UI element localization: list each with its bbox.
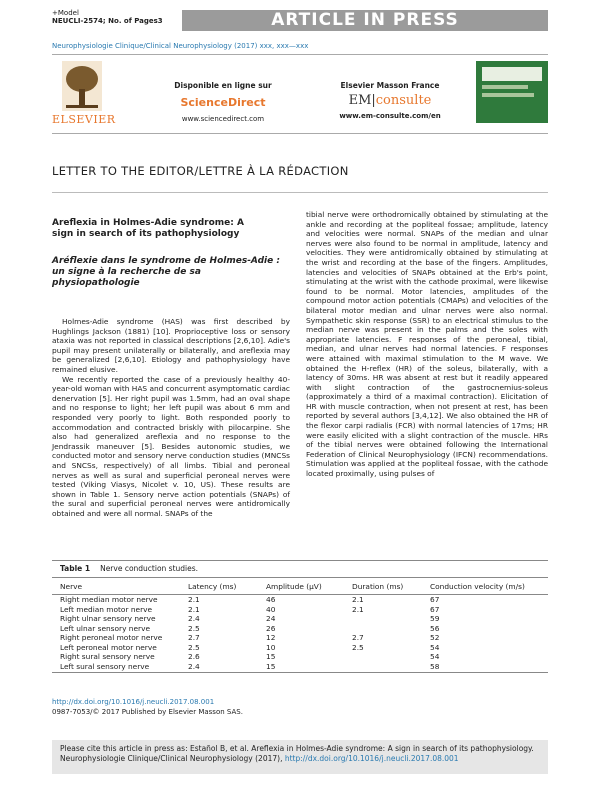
left-column [52, 218, 290, 518]
table-row [52, 614, 548, 624]
table-cell: 67 [430, 595, 440, 604]
table-cell: 15 [266, 652, 276, 661]
table-cell: 52 [430, 633, 440, 642]
article-code: NEUCLI-2574; [52, 17, 106, 25]
section-heading: LETTER TO THE EDITOR/LETTRE À LA RÉDACTION [52, 164, 349, 178]
table-cell: 40 [266, 604, 276, 614]
paragraph: Holmes-Adie syndrome (HAS) was first described by Hughlings Jackson (1881) [10]. Proprioceptive loss or sensory ataxia was not reported in classical descriptions [2,6,10]. Adie's pupil may present unilaterally or bilaterally, and areflexia may be generalized [2,6,10]. Etiology and pathophysiology have remained elusive. [52, 317, 290, 374]
table-label: Table 1 [60, 564, 91, 573]
paragraph: We recently reported the case of a previously healthy 40-year-old woman with HAS and concurrent asymptomatic cardiac denervation [5]. Her right pupil was 1.5mm, had an oval shape and no response to light; her left pupil was about 6 mm and responded very poorly to light. Both responded poorly to accommodation and contracted briskly with pilocarpine. She also had generalized areflexia and no response to the Jendrassik maneuver [5]. Besides autonomic studies, we conducted motor and sensory nerve conduction studies (MNCSs and SNCSs, respectively) of all limbs. Tibial and peroneal nerves as well as sural and superficial peroneal nerves were tested (Viking Viasys, Nicolet v. 10, US). These results are shown in Table 1. Sensory nerve action potentials (SNAPs) of the sural and superficial peroneal nerves were antidromically obtained and were all normal. SNAPs of the [52, 374, 290, 518]
table-cell: 2.4 [180, 662, 258, 673]
column-header: Nerve [52, 578, 180, 595]
table-cell: 2.7 [352, 633, 364, 642]
elsevier-wordmark: ELSEVIER [52, 113, 116, 126]
table-cell: 2.1 [188, 604, 200, 614]
table-cell: Right sural sensory nerve [60, 652, 155, 661]
table-cell: 54 [430, 642, 440, 652]
article-title-french: Aréflexie dans le syndrome de Holmes-Adie : un signe à la recherche de sa physiopathologie [52, 256, 280, 288]
table-cell: 2.4 [188, 614, 200, 623]
table-cell: 2.5 [352, 642, 364, 652]
table-row [52, 652, 548, 662]
table-cell [344, 624, 422, 634]
citation-text: Please cite this article in press as: Estañol B, et al. Areflexia in Holmes-Adie syndrome: A sign in search of its pathophysiology. Neurophysiologie Clinique/Clinical Neurophysiology (2017), [60, 744, 534, 763]
paragraph: tibial nerve were orthodromically obtained by stimulating at the ankle and recording at the popliteal fossae; amplitude, latency and velocities were normal. SNAPs of the median and ulnar nerves were also found to be normal in amplitude, latency and velocities. They were antidromically obtained by stimulating at the wrist and recording at the base of the fingers. Amplitudes, latencies and velocities of SNAPs obtained at the Erb's point, stimulating at the wrist with the cathode proximal, were likewise found to be normal. Motor latencies, amplitudes of the compound motor action potentials (CMAPs) and velocities of the bilateral motor median and ulnar nerves were also normal. Sympathetic skin response (SSR) to an electrical stimulus to the median nerve was present in the palms and the soles with appropriate latencies. F responses of the peroneal, tibial, median, and ulnar nerves had normal latencies. F responses were attained with maximal stimulation to the M wave. We obtained the H-reflex (HR) of the soleus, bilaterally, with a latency of 30ms. HR was absent at rest but it readily appeared with slight contraction of the gastrocnemius-soleus (approximately a third of a maximal contraction). Elicitation of HR with muscle contraction, when not present at rest, has been reported by several authors [3,4,12]. We also obtained the HR of the flexor carpi radialis (FCR) with normal latencies of 17ms; HR were easily elicited with a slight contraction of the muscle. HRs of the tibial nerves were obtained following the International Federation of Clinical Neurophysiology (IFCN) recommendations. Stimulation was applied at the popliteal fossae, with the cathode located proximally, using pulses of [306, 210, 548, 479]
available-online-label: Disponible en ligne sur [174, 81, 272, 90]
sciencedirect-url[interactable]: www.sciencedirect.com [181, 115, 265, 123]
article-title-english: Areflexia in Holmes-Adie syndrome: A sign in search of its pathophysiology [52, 218, 244, 239]
publisher-banner [52, 54, 548, 134]
table-cell: 59 [430, 614, 440, 623]
table-cell [344, 662, 422, 673]
publisher-name: Elsevier Masson France [340, 81, 440, 90]
running-header [52, 9, 548, 31]
em-consulte-block [320, 81, 460, 120]
table-cell: 26 [266, 623, 276, 633]
copyright-notice: 0987-7053/© 2017 Published by Elsevier Masson SAS. [52, 708, 243, 716]
column-header: Duration (ms) [344, 578, 422, 595]
table-header-row [52, 578, 548, 595]
journal-cover-thumbnail [476, 61, 548, 123]
journal-citation-line[interactable]: Neurophysiologie Clinique/Clinical Neurophysiology (2017) xxx, xxx—xxx [52, 42, 309, 50]
em-consulte-url[interactable]: www.em-consulte.com/en [339, 112, 441, 120]
column-header: Conduction velocity (m/s) [422, 578, 548, 595]
table-caption [52, 560, 548, 578]
table-cell: Left peroneal motor nerve [60, 642, 157, 652]
right-column [306, 210, 548, 479]
table-row [52, 595, 548, 605]
citation-box [52, 740, 548, 774]
table-row [52, 605, 548, 615]
sciencedirect-block [158, 81, 288, 123]
table-cell: Left median motor nerve [60, 604, 153, 614]
em-consulte-logo: EM|consulte [348, 93, 432, 108]
elsevier-tree-icon [62, 61, 102, 111]
table-cell: Left ulnar sensory nerve [60, 623, 150, 633]
table-cell: 56 [430, 623, 440, 633]
table-cell: 2.1 [188, 595, 200, 604]
column-header: Amplitude (µV) [258, 578, 344, 595]
table-cell: Left sural sensory nerve [52, 662, 180, 673]
article-in-press-banner: ARTICLE IN PRESS [182, 10, 548, 31]
manuscript-id [52, 9, 163, 25]
nerve-conduction-table [52, 560, 548, 673]
table-cell: 67 [430, 604, 440, 614]
table-row [52, 643, 548, 653]
table-cell: 2.6 [188, 652, 200, 661]
table-cell: 2.7 [188, 633, 200, 642]
doi-link[interactable]: http://dx.doi.org/10.1016/j.neucli.2017.08.001 [52, 698, 215, 706]
table-cell [344, 652, 422, 662]
table-cell: 54 [430, 652, 440, 661]
table-title: Nerve conduction studies. [100, 564, 199, 573]
table-cell: 2.5 [188, 623, 200, 633]
page-count: No. of Pages3 [108, 17, 163, 25]
table-row [52, 624, 548, 634]
table-cell [344, 614, 422, 624]
model-label: +Model [52, 9, 79, 17]
table-cell: 2.5 [188, 642, 200, 652]
table-cell: Right peroneal motor nerve [60, 633, 163, 642]
table-cell: 58 [422, 662, 548, 673]
table-cell: 2.1 [352, 604, 364, 614]
table-cell: 24 [266, 614, 276, 623]
divider [52, 192, 548, 193]
table-cell: 15 [258, 662, 344, 673]
table-cell: 12 [266, 633, 276, 642]
column-header: Latency (ms) [180, 578, 258, 595]
citation-doi-link[interactable]: http://dx.doi.org/10.1016/j.neucli.2017.08.001 [284, 754, 459, 763]
table-cell: Right ulnar sensory nerve [60, 614, 156, 623]
table-cell: Right median motor nerve [60, 595, 158, 604]
table-cell: 46 [266, 595, 276, 604]
table-row [52, 633, 548, 643]
table-cell: 10 [266, 642, 276, 652]
elsevier-logo [52, 61, 116, 131]
table-row [52, 662, 548, 673]
sciencedirect-logo: ScienceDirect [180, 96, 266, 109]
table-cell: 2.1 [352, 595, 364, 604]
